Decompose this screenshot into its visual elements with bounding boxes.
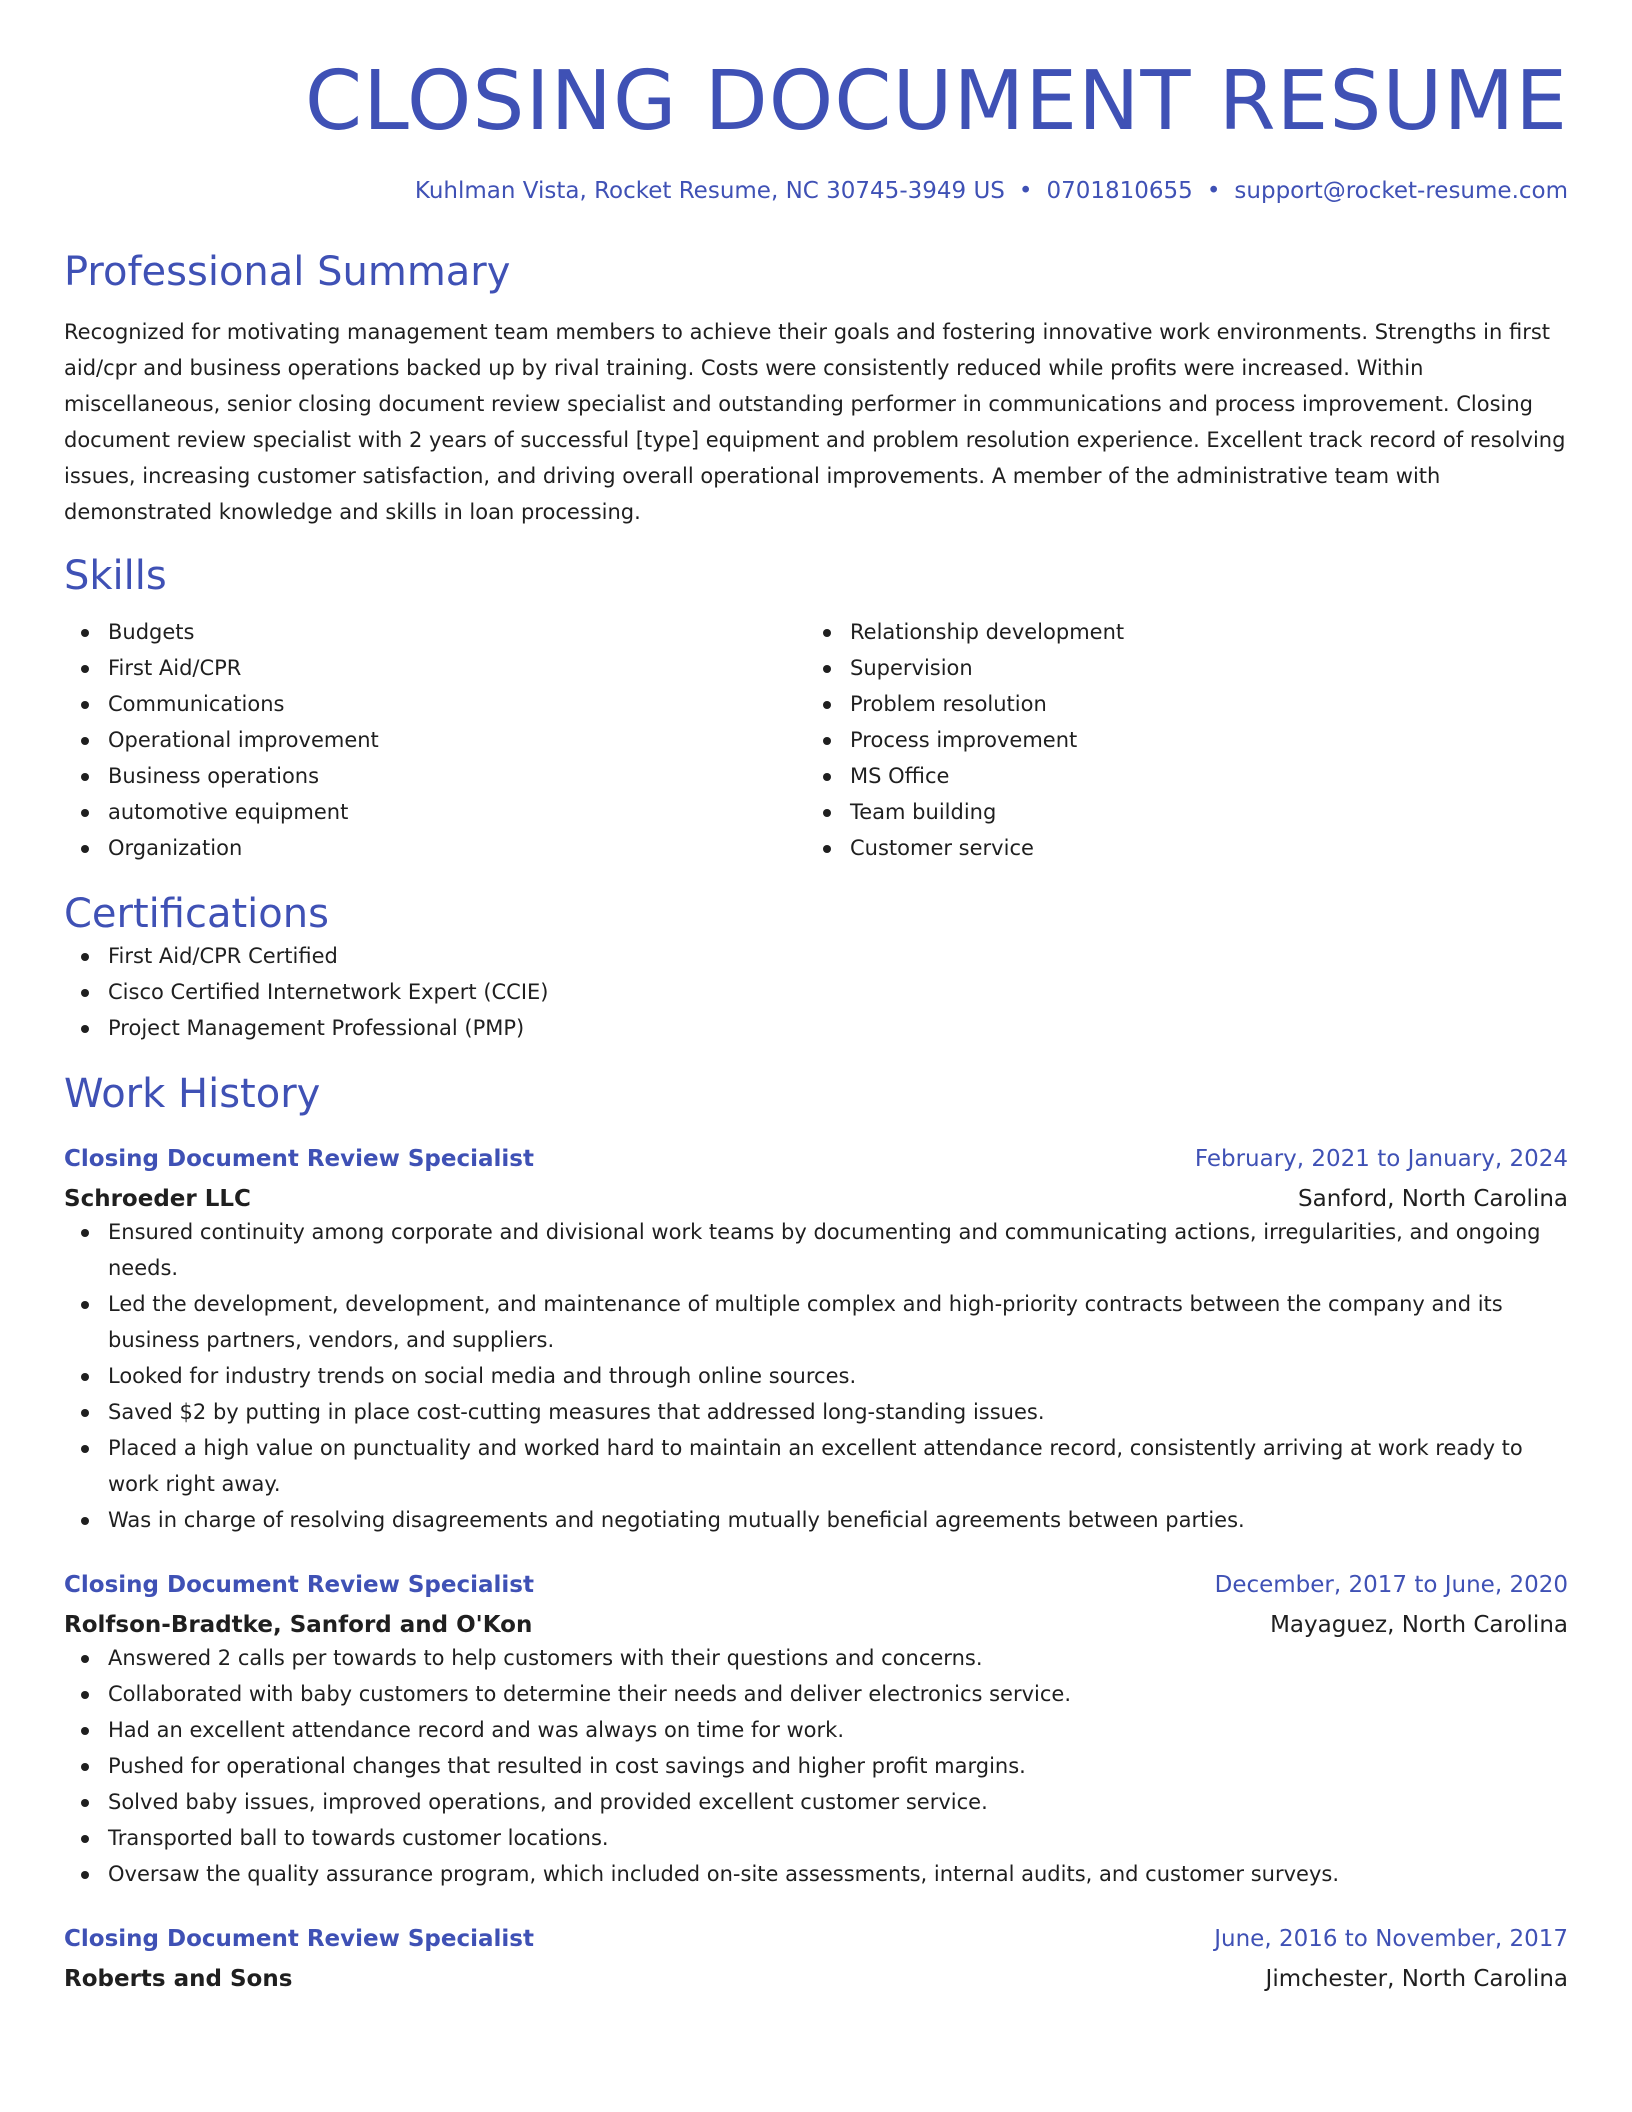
certification-item: Project Management Professional (PMP) — [64, 1010, 1568, 1046]
job-subheader — [64, 1184, 1568, 1214]
skills-heading: Skills — [64, 553, 167, 599]
job-subheader — [64, 1964, 1568, 1994]
job-duty: Placed a high value on punctuality and worked hard to maintain an excellent attendance record, consistently arriving at work ready to work right away. — [64, 1430, 1568, 1502]
job-header — [64, 1570, 1568, 1600]
contact-separator: • — [1206, 178, 1221, 204]
job-title: Closing Document Review Specialist — [64, 1926, 534, 1952]
skill-item: MS Office — [806, 758, 1548, 794]
job-header — [64, 1924, 1568, 1954]
resume-title: CLOSING DOCUMENT RESUME — [304, 54, 1568, 149]
skill-item: Process improvement — [806, 722, 1548, 758]
job-duty: Ensured continuity among corporate and divisional work teams by documenting and communicating actions, irregularities, and ongoing needs. — [64, 1214, 1568, 1286]
certification-item: First Aid/CPR Certified — [64, 938, 1568, 974]
skill-item: Relationship development — [806, 614, 1548, 650]
job-title: Closing Document Review Specialist — [64, 1146, 534, 1172]
job-dates: December, 2017 to June, 2020 — [1214, 1572, 1568, 1598]
skill-item: Budgets — [64, 614, 806, 650]
skill-item: First Aid/CPR — [64, 650, 806, 686]
certification-item: Cisco Certified Internetwork Expert (CCIE) — [64, 974, 1568, 1010]
skills-list-left — [64, 614, 806, 866]
job-duty: Oversaw the quality assurance program, which included on-site assessments, internal audits, and customer surveys. — [64, 1856, 1568, 1892]
contact-address: Kuhlman Vista, Rocket Resume, NC 30745-3949 US — [414, 178, 1005, 204]
skill-item: Supervision — [806, 650, 1548, 686]
summary-text: Recognized for motivating management team members to achieve their goals and fostering innovative work environments. Strengths in first aid/cpr and business operations backed up by rival training. Costs were consistently reduced while profits were increased. Within miscellaneous, senior closing document review specialist and outstanding performer in communications and process improvement. Closing document review specialist with 2 years of successful [type] equipment and problem resolution experience. Excellent track record of resolving issues, increasing customer satisfaction, and driving overall operational improvements. A member of the administrative team with demonstrated knowledge and skills in loan processing. — [64, 320, 1566, 524]
job-entry — [64, 1924, 1568, 1994]
skill-item: Communications — [64, 686, 806, 722]
job-subheader — [64, 1610, 1568, 1640]
summary-heading: Professional Summary — [64, 249, 511, 295]
job-duty: Led the development, development, and maintenance of multiple complex and high-priority contracts between the company and its business partners, vendors, and suppliers. — [64, 1286, 1568, 1358]
job-duty: Was in charge of resolving disagreements and negotiating mutually beneficial agreements between parties. — [64, 1502, 1568, 1538]
skill-item: Business operations — [64, 758, 806, 794]
job-company: Rolfson-Bradtke, Sanford and O'Kon — [64, 1612, 533, 1638]
job-duty: Transported ball to towards customer locations. — [64, 1820, 1568, 1856]
job-location: Jimchester, North Carolina — [1265, 1966, 1568, 1992]
contact-line — [64, 176, 1568, 206]
contact-separator: • — [1018, 178, 1033, 204]
job-entry — [64, 1144, 1568, 1538]
job-duties-list — [64, 1214, 1568, 1538]
job-header — [64, 1144, 1568, 1174]
resume-header — [64, 52, 1568, 206]
skills-grid — [64, 614, 1568, 866]
job-duty: Looked for industry trends on social media and through online sources. — [64, 1358, 1568, 1394]
job-location: Sanford, North Carolina — [1298, 1186, 1568, 1212]
job-company: Roberts and Sons — [64, 1966, 293, 1992]
job-duty: Answered 2 calls per towards to help customers with their questions and concerns. — [64, 1640, 1568, 1676]
certifications-heading: Certifications — [64, 891, 329, 937]
skill-item: Organization — [64, 830, 806, 866]
job-dates: June, 2016 to November, 2017 — [1214, 1926, 1568, 1952]
contact-email: support@rocket-resume.com — [1234, 178, 1568, 204]
job-duty: Pushed for operational changes that resulted in cost savings and higher profit margins. — [64, 1748, 1568, 1784]
certifications-list — [64, 938, 1568, 1046]
skills-list-right — [806, 614, 1548, 866]
job-entry — [64, 1570, 1568, 1892]
job-duty: Collaborated with baby customers to determine their needs and deliver electronics service. — [64, 1676, 1568, 1712]
skill-item: Operational improvement — [64, 722, 806, 758]
skill-item: Customer service — [806, 830, 1548, 866]
work-history-heading: Work History — [64, 1071, 321, 1117]
job-duty: Saved $2 by putting in place cost-cutting measures that addressed long-standing issues. — [64, 1394, 1568, 1430]
job-company: Schroeder LLC — [64, 1186, 251, 1212]
skill-item: Team building — [806, 794, 1548, 830]
job-duties-list — [64, 1640, 1568, 1892]
job-duty: Solved baby issues, improved operations, and provided excellent customer service. — [64, 1784, 1568, 1820]
job-location: Mayaguez, North Carolina — [1270, 1612, 1568, 1638]
skill-item: automotive equipment — [64, 794, 806, 830]
job-duty: Had an excellent attendance record and was always on time for work. — [64, 1712, 1568, 1748]
job-title: Closing Document Review Specialist — [64, 1572, 534, 1598]
contact-phone: 0701810655 — [1046, 178, 1193, 204]
job-dates: February, 2021 to January, 2024 — [1194, 1146, 1568, 1172]
skill-item: Problem resolution — [806, 686, 1548, 722]
